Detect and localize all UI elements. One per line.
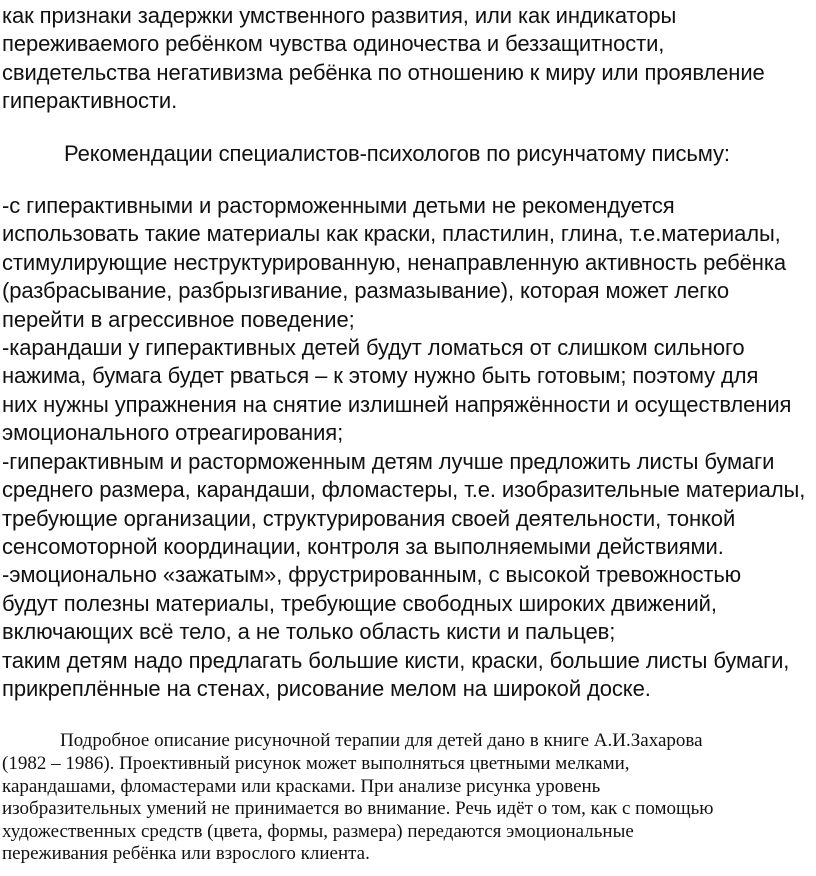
spacer: [2, 116, 816, 140]
footnote-paragraph: Подробное описание рисуночной терапии для детей дано в книге А.И.Захарова (1982 – 1986). Проективный рисунок может выполняться цветными мелками, карандашами, фломастерами или красками. При анализе рисунка уровень изобразительных умений не принимается во внимание. Речь идёт о том, как с помощью художественных средств (цвета, формы, размера) передаются эмоциональные переживания ребёнка или взрослого клиента.: [2, 730, 714, 865]
main-text: [2, 2, 816, 703]
spacer: [2, 703, 816, 730]
spacer: [2, 168, 816, 192]
recommendation-item: -карандаши у гиперактивных детей будут ломаться от слишком сильного нажима, бумага будет рваться – к этому нужно быть готовым; поэтому для них нужны упражнения на снятие излишней напряжённости и осуществления эмоционального отреагирования;: [2, 335, 792, 446]
recommendation-item: -эмоционально «зажатым», фрустрированным, с высокой тревожностью будут полезны материалы, требующие свободных широких движений, включающих всё тело, а не только область кисти и пальцев; таким детям надо предлагать большие кисти, краски, большие листы бумаги, прикреплённые на стенах, рисование мелом на широкой доске.: [2, 562, 790, 701]
recommendation-item: -с гиперактивными и расторможенными детьми не рекомендуется использовать такие материалы как краски, пластилин, глина, т.е.материалы, стимулирующие неструктурированную, ненаправленную активность ребёнка (разбрасывание, разбрызгивание, размазывание), которая может легко перейти в агрессивное поведение;: [2, 193, 786, 332]
footnote-block: [2, 730, 816, 866]
recommendation-item: -гиперактивным и расторможенным детям лучше предложить листы бумаги среднего размера, карандаши, фломастеры, т.е. изобразительные материалы, требующие организации, структурирования своей деятельности, тонкой сенсомоторной координации, контроля за выполняемыми действиями.: [2, 448, 806, 559]
intro-paragraph: как признаки задержки умственного развития, или как индикаторы переживаемого ребёнком чувства одиночества и беззащитности, свидетельства негативизма ребёнка по отношению к миру или проявление гиперактивности.: [2, 3, 765, 114]
recommendations-heading: Рекомендации специалистов-психологов по рисунчатому письму:: [64, 140, 730, 166]
